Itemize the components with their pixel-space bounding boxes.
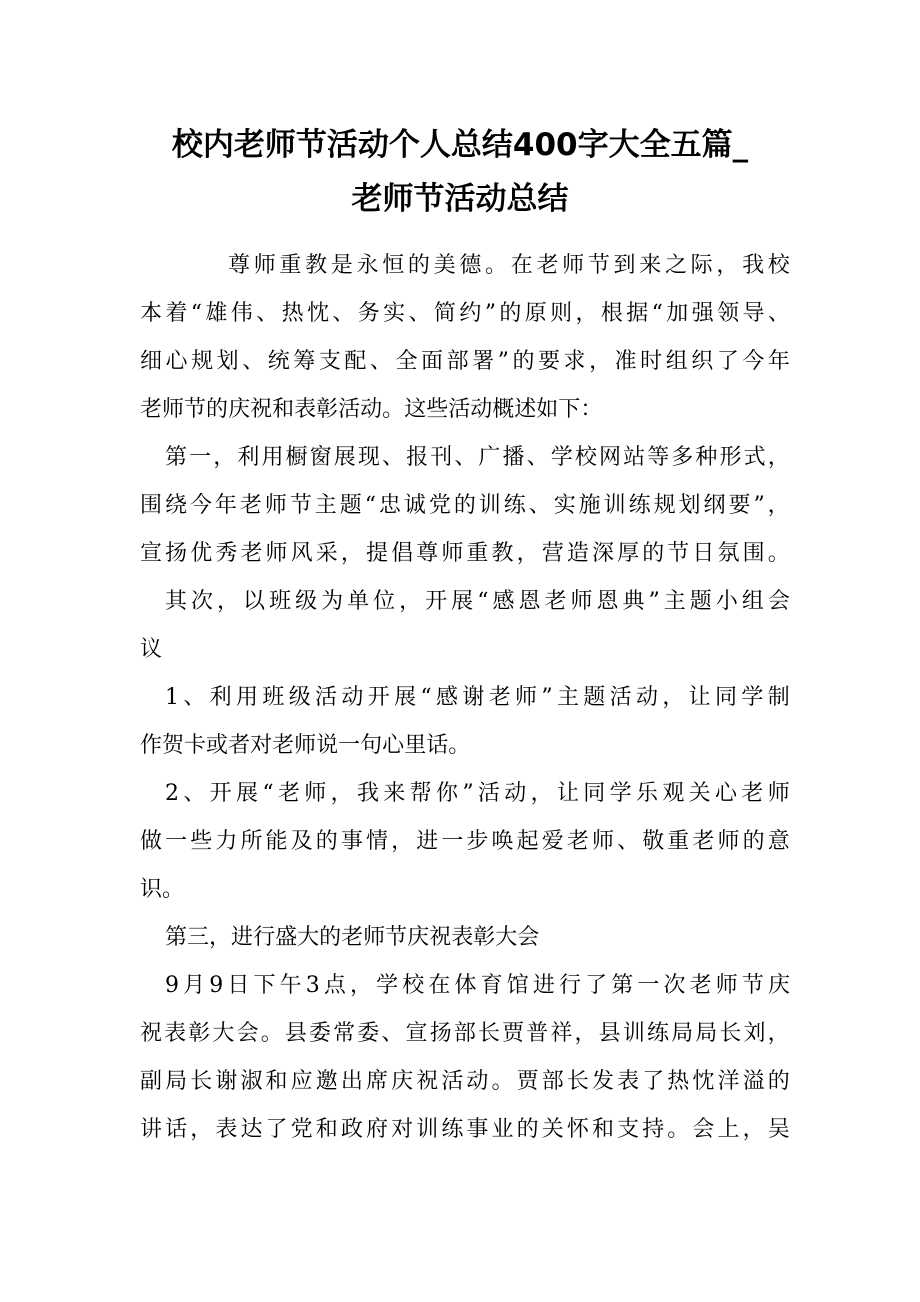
body-line: 讲 话 ， 表 达 了 党 和 政 府 对 训 练 事 业 的 关 怀 和 支 持 。 会 上 ， 吴 bbox=[140, 1117, 790, 1142]
body-line: 2 、 开 展 “ 老 师 ， 我 来 帮 你 ” 活 动 ， 让 同 学 乐 观 关 心 老 师 bbox=[165, 781, 790, 806]
body-line: 尊 师 重 教 是 永 恒 的 美 德 。 在 老 师 节 到 来 之 际 ， 我 校 bbox=[228, 253, 790, 278]
body-line: 第 一 ， 利 用 橱 窗 展 现 、 报 刊 、 广 播 、 学 校 网 站 等 多 种 形 式 ， bbox=[165, 445, 790, 470]
body-line: 其 次 ， 以 班 级 为 单 位 ， 开 展 “ 感 恩 老 师 恩 典 ” 主 题 小 组 会 bbox=[165, 589, 790, 614]
body-line: 1 、 利 用 班 级 活 动 开 展 “ 感 谢 老 师 ” 主 题 活 动 ， 让 同 学 制 bbox=[165, 685, 790, 710]
body-line: 围 绕 今 年 老 师 节 主 题 “ 忠 诚 党 的 训 练 、 实 施 训 练 规 划 纲 要 ” ， bbox=[140, 493, 790, 518]
body-line: 祝 表 彰 大 会 。 县 委 常 委 、 宣 扬 部 长 贾 普 祥 ， 县 训 练 局 局 长 刘 ， bbox=[140, 1021, 790, 1046]
body-line: 议 bbox=[140, 637, 163, 662]
body-line: 老 师 节 的 庆 祝 和 表 彰 活 动 。 这 些 活 动 概 述 如 下 ： bbox=[140, 397, 603, 422]
document-title-line-2: 老师节活动总结 bbox=[351, 181, 569, 217]
body-line: 第 三 ， 进 行 盛 大 的 老 师 节 庆 祝 表 彰 大 会 bbox=[165, 925, 540, 950]
body-line: 作 贺 卡 或 者 对 老 师 说 一 句 心 里 话 。 bbox=[140, 733, 471, 758]
body-line: 副 局 长 谢 淑 和 应 邀 出 席 庆 祝 活 动 。 贾 部 长 发 表 了 热 忱 洋 溢 的 bbox=[140, 1069, 790, 1094]
body-line: 9 月 9 日 下 午 3 点 ， 学 校 在 体 育 馆 进 行 了 第 一 次 老 师 节 庆 bbox=[165, 973, 790, 998]
document-body bbox=[140, 242, 790, 1154]
body-line: 细 心 规 划 、 统 筹 支 配 、 全 面 部 署 ” 的 要 求 ， 准 时 组 织 了 今 年 bbox=[140, 349, 790, 374]
document-title-line-1: 校内老师节活动个人总结400字大全五篇_ bbox=[171, 127, 749, 163]
body-line: 宣 扬 优 秀 老 师 风 采 ， 提 倡 尊 师 重 教 ， 营 造 深 厚 的 节 日 氛 围 。 bbox=[140, 541, 790, 566]
body-line: 识 。 bbox=[140, 877, 185, 902]
body-line: 本 着 “ 雄 伟 、 热 忱 、 务 实 、 简 约 ” 的 原 则 ， 根 据 “ 加 强 领 导 、 bbox=[140, 301, 790, 326]
body-line: 做 一 些 力 所 能 及 的 事 情 ， 进 一 步 唤 起 爱 老 师 、 敬 重 老 师 的 意 bbox=[140, 829, 790, 854]
